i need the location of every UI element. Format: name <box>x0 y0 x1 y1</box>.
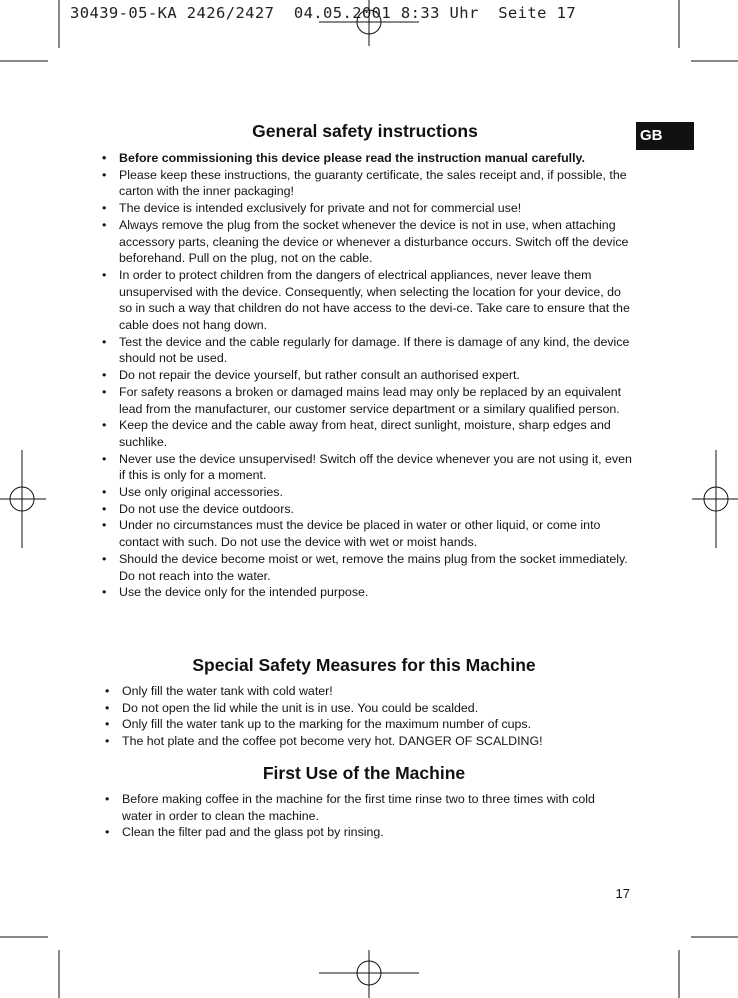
registration-mark-left <box>0 450 46 548</box>
list-item: • Should the device become moist or wet, remove the mains plug from the socket immediately. Do not reach into the water. <box>102 551 632 584</box>
special-safety-title: Special Safety Measures for this Machine <box>192 655 536 675</box>
list-item: • Keep the device and the cable away from heat, direct sunlight, moisture, sharp edges and suchlike. <box>102 417 632 450</box>
general-safety-list <box>102 150 632 601</box>
special-safety-list <box>105 683 630 750</box>
list-item: • Please keep these instructions, the guaranty certificate, the sales receipt and, if possible, the carton with the inner packaging! <box>102 167 632 200</box>
list-item: • The hot plate and the coffee pot become very hot. DANGER OF SCALDING! <box>105 733 630 750</box>
list-item: • Only fill the water tank up to the marking for the maximum number of cups. <box>105 716 630 733</box>
general-safety-title: General safety instructions <box>252 121 478 141</box>
print-header: 30439-05-KA 2426/2427 04.05.2001 8:33 Uhr Seite 17 <box>70 4 577 22</box>
page-number: 17 <box>615 886 630 901</box>
list-item: • Do not open the lid while the unit is in use. You could be scalded. <box>105 700 630 717</box>
language-tab: GB <box>636 122 694 150</box>
list-item: • Use the device only for the intended purpose. <box>102 584 632 601</box>
list-item: • Before making coffee in the machine for the first time rinse two to three times with cold water in order to clean the machine. <box>105 791 625 824</box>
first-use-list <box>105 791 625 841</box>
list-item: • Only fill the water tank with cold water! <box>105 683 630 700</box>
list-item: • In order to protect children from the dangers of electrical appliances, never leave them unsupervised with the device. Consequently, when selecting the location for your device, do so in such a way that children do not have access to the devi-ce. Take care to ensure that the cable does not hang down. <box>102 267 632 334</box>
first-use-title: First Use of the Machine <box>262 763 466 783</box>
list-item: • Under no circumstances must the device be placed in water or other liquid, or come into contact with such. Do not use the device with wet or moist hands. <box>102 517 632 550</box>
list-item: • Clean the filter pad and the glass pot by rinsing. <box>105 824 625 841</box>
list-item: • Before commissioning this device please read the instruction manual carefully. <box>102 150 632 167</box>
list-item: • For safety reasons a broken or damaged mains lead may only be replaced by an equivalent lead from the manufacturer, our customer service department or a similary qualified person. <box>102 384 632 417</box>
registration-mark-right <box>692 450 738 548</box>
list-item: • Never use the device unsupervised! Switch off the device whenever you are not using it, even if this is only for a moment. <box>102 451 632 484</box>
list-item: • Always remove the plug from the socket whenever the device is not in use, when attaching accessory parts, cleaning the device or whenever a disturbance occurs. Switch off the device beforehand. Pull on the plug, not on the cable. <box>102 217 632 267</box>
list-item: • Test the device and the cable regularly for damage. If there is damage of any kind, the device should not be used. <box>102 334 632 367</box>
registration-mark-bottom <box>319 950 419 998</box>
list-item: • Do not repair the device yourself, but rather consult an authorised expert. <box>102 367 632 384</box>
list-item: • The device is intended exclusively for private and not for commercial use! <box>102 200 632 217</box>
list-item: • Use only original accessories. <box>102 484 632 501</box>
registration-mark-top <box>319 0 419 46</box>
list-item: • Do not use the device outdoors. <box>102 501 632 518</box>
